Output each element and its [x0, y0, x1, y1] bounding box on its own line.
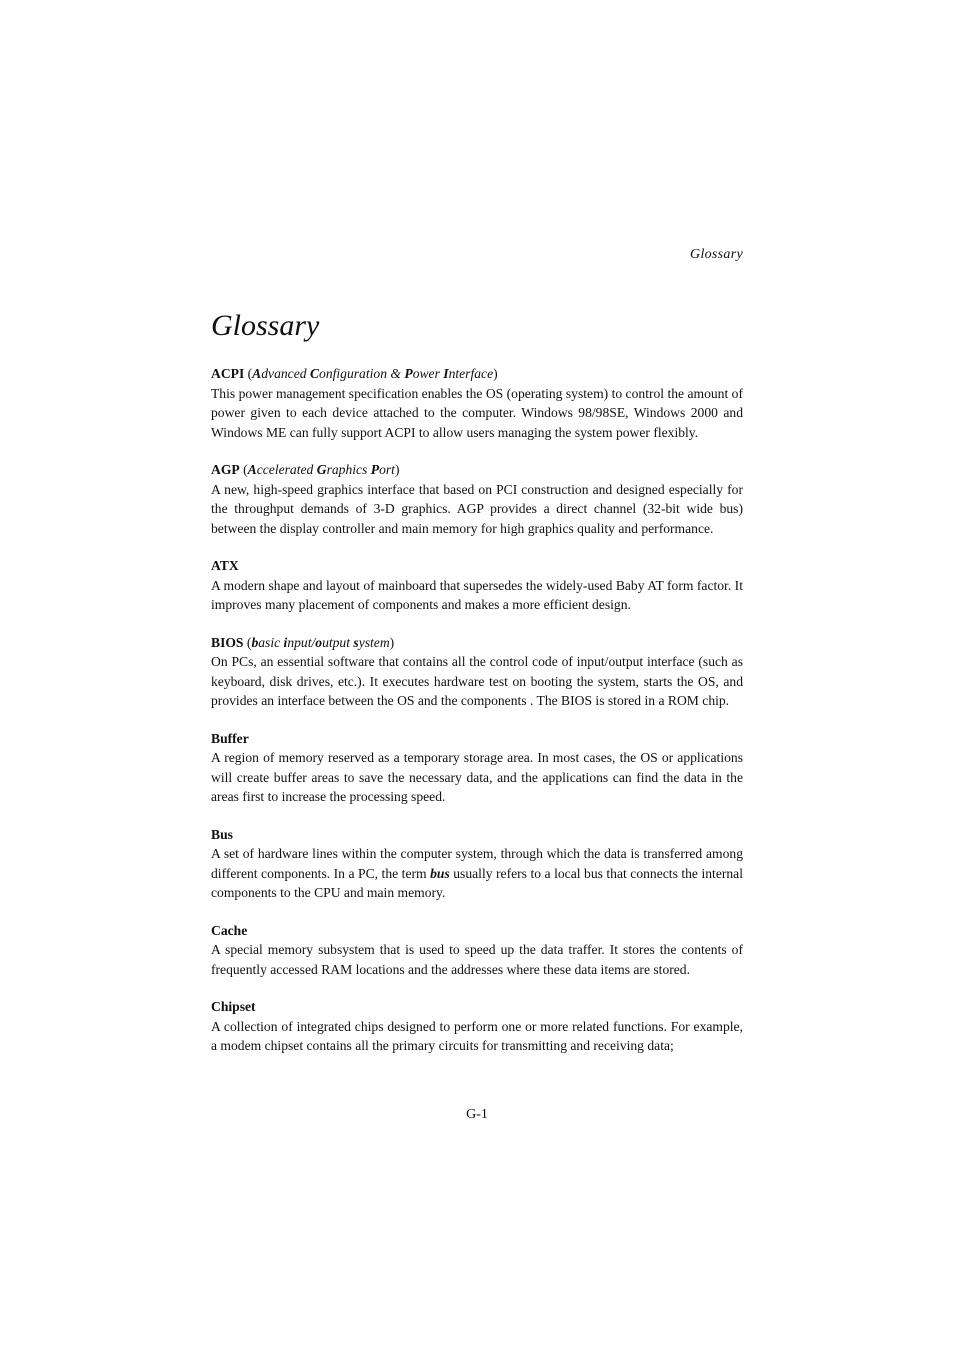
glossary-definition: A region of memory reserved as a temporary storage area. In most cases, the OS or applications will create buffer areas to save the necessary data, and the applications can find the data in the areas first to increase the processing speed. [211, 750, 743, 804]
page-title: Glossary [211, 309, 320, 342]
glossary-term [211, 921, 743, 941]
glossary-entry-cache [211, 921, 743, 980]
term-expansion: Advanced Configuration & Power Interface [252, 366, 494, 381]
glossary-definition: On PCs, an essential software that contains all the control code of input/output interface (such as keyboard, disk drives, etc.). It executes hardware test on booting the system, starts the OS, and provides an interface between the OS and the components . The BIOS is stored in a ROM chip. [211, 654, 743, 708]
glossary-entry-agp [211, 460, 743, 538]
glossary-term: BIOS (basic input/output system) [211, 634, 395, 650]
term-name: ATX [211, 558, 239, 573]
glossary-entry-buffer [211, 729, 743, 807]
glossary-term [211, 825, 743, 845]
glossary-definition: A modern shape and layout of mainboard that supersedes the widely-used Baby AT form factor. It improves many placement of components and makes a more efficient design. [211, 577, 743, 612]
glossary-entry-acpi [211, 364, 743, 442]
term-name: Buffer [211, 730, 249, 746]
glossary-term: ACPI (Advanced Configuration & Power Interface) [211, 366, 498, 381]
page-number: G-1 [466, 1107, 488, 1122]
running-header: Glossary [690, 247, 743, 262]
glossary-term [211, 997, 743, 1017]
glossary-entry-bus [211, 825, 743, 903]
glossary-definition: A special memory subsystem that is used to speed up the data traffer. It stores the contents of frequently accessed RAM locations and the addresses where these data items are stored. [211, 942, 743, 977]
term-expansion: basic input/output system [251, 634, 390, 650]
term-name: Bus [211, 826, 233, 842]
term-name: Cache [211, 922, 248, 938]
glossary-definition: This power management specification enables the OS (operating system) to control the amount of power given to each device attached to the computer. Windows 98/98SE, Windows 2000 and Windows ME can fully support ACPI to allow users managing the system power flexibly. [211, 385, 743, 440]
term-name: ACPI [211, 366, 245, 381]
term-name: Chipset [211, 999, 256, 1014]
term-name: AGP [211, 462, 240, 477]
term-expansion: Accelerated Graphics Port [247, 462, 395, 477]
glossary-term [211, 556, 743, 576]
glossary-definition: A new, high-speed graphics interface that based on PCI construction and designed especially for the throughput demands of 3-D graphics. AGP provides a direct channel (32-bit wide bus) between the display controller and main memory for high graphics quality and performance. [211, 481, 743, 536]
glossary-content [211, 364, 743, 1074]
glossary-definition: A set of hardware lines within the computer system, through which the data is transferred among different components. In a PC, the term bus usually refers to a local bus that connects the internal components to the CPU and main memory. [211, 846, 743, 900]
glossary-entry-atx [211, 556, 743, 615]
glossary-term: AGP (Accelerated Graphics Port) [211, 462, 400, 477]
glossary-term [211, 729, 743, 749]
glossary-definition: A collection of integrated chips designed to perform one or more related functions. For example, a modem chipset contains all the primary circuits for transmitting and receiving data; [211, 1018, 743, 1053]
glossary-entry-bios [211, 633, 743, 711]
term-name: BIOS [211, 634, 244, 650]
emphasized-term: bus [430, 865, 450, 881]
glossary-entry-chipset [211, 997, 743, 1056]
